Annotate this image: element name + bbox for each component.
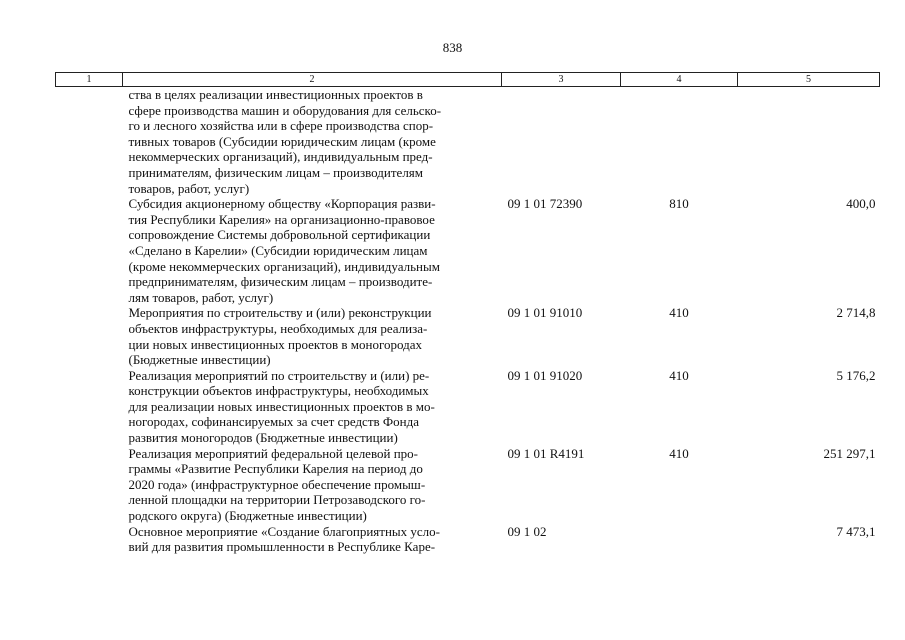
budget-code-cell: 09 1 01 91020 xyxy=(507,367,583,383)
column-header-3: 3 xyxy=(502,73,621,87)
row-number-cell xyxy=(56,368,123,446)
column-header-1: 1 xyxy=(56,73,123,87)
budget-table xyxy=(55,72,880,555)
table-row xyxy=(56,196,880,305)
budget-code-cell: 09 1 02 xyxy=(507,523,547,539)
expense-type-cell: 410 xyxy=(669,305,689,321)
expense-type-cell: 410 xyxy=(669,445,689,461)
table-row xyxy=(56,524,880,555)
description-cell: Субсидия акционерному обществу «Корпорация разви- тия Республики Карелия» на организационно-правовое сопровождение Системы добровольной сертификации «Сделано в Карелии» (Субсидии юридическим лицам (кроме некоммерческих организаций), индивидуальным предпринимателям, физическим лицам – производите- лям товаров, работ, услуг) xyxy=(128,196,440,305)
amount-cell: 400,0 xyxy=(846,196,876,212)
column-header-5: 5 xyxy=(738,73,880,87)
table-row xyxy=(56,305,880,367)
column-header-2: 2 xyxy=(123,73,502,87)
description-cell: Мероприятия по строительству и (или) реконструкции объектов инфраструктуры, необходимых для реализа- ции новых инвестиционных проектов в моногородах (Бюджетные инвестиции) xyxy=(128,305,432,368)
amount-cell: 5 176,2 xyxy=(836,367,876,383)
budget-code-cell: 09 1 01 91010 xyxy=(507,305,583,321)
expense-type-cell: 410 xyxy=(669,367,689,383)
budget-code-cell: 09 1 01 R4191 xyxy=(507,445,585,461)
description-cell: Реализация мероприятий по строительству и (или) ре- конструкции объектов инфраструктуры, необходимых для реализации новых инвестиционных проектов в мо- ногородах, софинансируемых за счет средств Фонда развития моногородов (Бюджетные инвестиции) xyxy=(128,367,435,446)
expense-type-cell xyxy=(621,87,738,197)
row-number-cell xyxy=(56,446,123,524)
description-cell: Основное мероприятие «Создание благоприятных усло- вий для развития промышленности в Республике Каре- xyxy=(128,523,440,555)
description-cell: Реализация мероприятий федеральной целевой про- граммы «Развитие Республики Карелия на период до 2020 года» (инфраструктурное обеспечение промыш- ленной площадки на территории Петрозаводского го- родского округа) (Бюджетные инвестиции) xyxy=(128,445,426,524)
amount-cell xyxy=(738,87,880,197)
row-number-cell xyxy=(56,305,123,367)
page-number: 838 xyxy=(442,40,463,55)
amount-cell: 7 473,1 xyxy=(836,523,876,539)
table-row xyxy=(56,446,880,524)
expense-type-cell xyxy=(621,524,738,555)
row-number-cell xyxy=(56,196,123,305)
row-number-cell xyxy=(56,87,123,197)
expense-type-cell: 810 xyxy=(669,196,689,212)
amount-cell: 2 714,8 xyxy=(836,305,876,321)
table-row xyxy=(56,368,880,446)
budget-code-cell: 09 1 01 72390 xyxy=(507,196,583,212)
column-number-header-row xyxy=(56,73,880,87)
table-row xyxy=(56,87,880,197)
description-cell: ства в целях реализации инвестиционных проектов в сфере производства машин и оборудования для сельско- го и лесного хозяйства или в сфере производства спор- тивных товаров (Субсидии юридическим лицам (кроме некоммерческих организаций), индивидуальным пред- принимателям, физическим лицам – производителям товаров, работ, услуг) xyxy=(128,87,442,196)
row-number-cell xyxy=(56,524,123,555)
budget-code-cell xyxy=(502,87,621,197)
column-header-4: 4 xyxy=(621,73,738,87)
amount-cell: 251 297,1 xyxy=(823,445,876,461)
